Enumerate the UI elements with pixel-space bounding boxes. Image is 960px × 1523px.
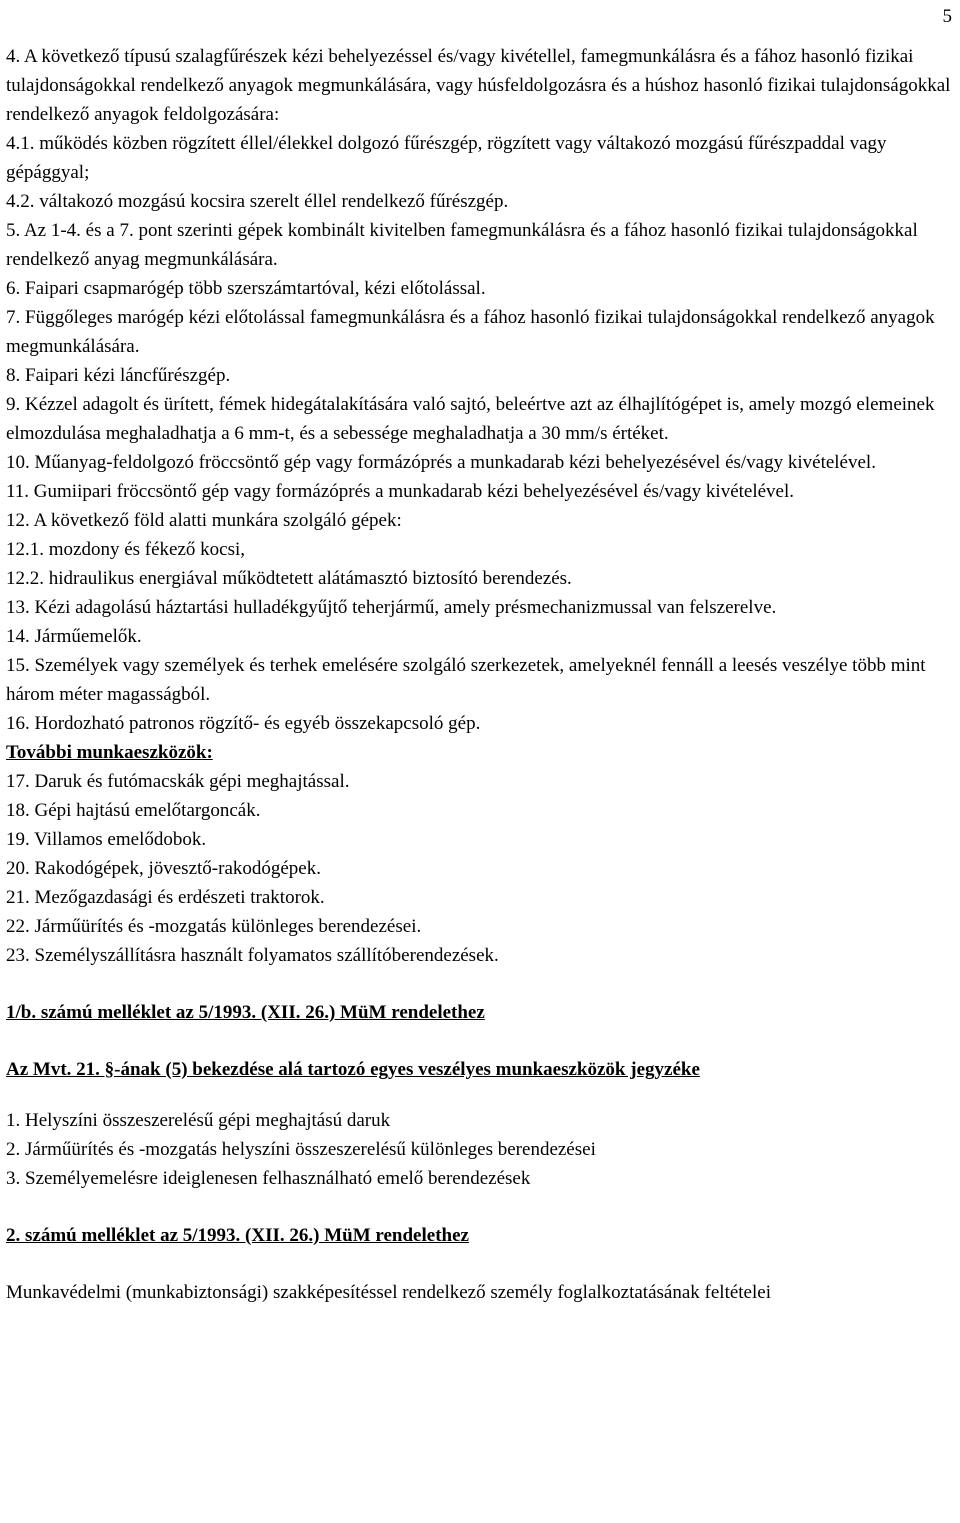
list-item: 5. Az 1-4. és a 7. pont szerinti gépek kombinált kivitelben famegmunkálásra és a fához hasonló fizikai tulajdonságokkal rendelkező anyag megmunkálására. (6, 220, 918, 270)
further-equipment-heading: További munkaeszközök: (6, 742, 213, 763)
list-item: 13. Kézi adagolású háztartási hulladékgyűjtő teherjármű, amely présmechanizmussal van felszerelve. (6, 597, 777, 618)
list-item: 6. Faipari csapmarógép több szerszámtartóval, kézi előtolással. (6, 278, 486, 299)
list-item: 23. Személyszállításra használt folyamatos szállítóberendezések. (6, 945, 499, 966)
annex-2-heading: 2. számú melléklet az 5/1993. (XII. 26.) MüM rendelethez (6, 1225, 469, 1246)
list-item: 16. Hordozható patronos rögzítő- és egyéb összekapcsoló gép. (6, 713, 481, 734)
final-paragraph: Munkavédelmi (munkabiztonsági) szakképesítéssel rendelkező személy foglalkoztatásának feltételei (6, 1282, 771, 1303)
list-item: 15. Személyek vagy személyek és terhek emelésére szolgáló szerkezetek, amelyeknél fennáll a leesés veszélye több mint három méter magasságból. (6, 655, 926, 705)
list-item: 4. A következő típusú szalagfűrészek kézi behelyezéssel és/vagy kivétellel, famegmunkálásra és a fához hasonló fizikai tulajdonságokkal rendelkező anyagok megmunkálására, vagy húsfeldolgozásra és a húshoz hasonló fizikai tulajdonságokkal rendelkező anyagok feldolgozására: (6, 46, 951, 125)
list-item: 10. Műanyag-feldolgozó fröccsöntő gép vagy formázóprés a munkadarab kézi behelyezésével és/vagy kivételével. (6, 452, 876, 473)
mvt-list-heading: Az Mvt. 21. §-ának (5) bekezdése alá tartozó egyes veszélyes munkaeszközök jegyzéke (6, 1059, 700, 1080)
list-item: 9. Kézzel adagolt és ürített, fémek hidegátalakítására való sajtó, beleértve azt az élhajlítógépet is, amely mozgó elemeinek elmozdulása meghaladhatja a 6 mm-t, és a sebessége meghaladhatja a 30 mm/s értéket. (6, 394, 935, 444)
list-item: 1. Helyszíni összeszerelésű gépi meghajtású daruk (6, 1110, 391, 1131)
list-item: 19. Villamos emelődobok. (6, 829, 207, 850)
list-item: 8. Faipari kézi láncfűrészgép. (6, 365, 231, 386)
list-item: 3. Személyemelésre ideiglenesen felhasználható emelő berendezések (6, 1168, 531, 1189)
list-item: 12.2. hidraulikus energiával működtetett alátámasztó biztosító berendezés. (6, 568, 572, 589)
list-item: 4.1. működés közben rögzített éllel/élekkel dolgozó fűrészgép, rögzített vagy váltakozó mozgású fűrészpaddal vagy gépággyal; (6, 133, 887, 183)
list-item: 11. Gumiipari fröccsöntő gép vagy formázóprés a munkadarab kézi behelyezésével és/vagy kivételével. (6, 481, 795, 502)
list-item: 12.1. mozdony és fékező kocsi, (6, 539, 246, 560)
document-body (6, 42, 956, 1307)
list-item: 14. Járműemelők. (6, 626, 142, 647)
list-item: 21. Mezőgazdasági és erdészeti traktorok. (6, 887, 325, 908)
list-item: 20. Rakodógépek, jövesztő-rakodógépek. (6, 858, 321, 879)
list-item: 17. Daruk és futómacskák gépi meghajtással. (6, 771, 350, 792)
annex-1b-heading: 1/b. számú melléklet az 5/1993. (XII. 26.) MüM rendelethez (6, 1002, 485, 1023)
list-item: 7. Függőleges marógép kézi előtolással famegmunkálásra és a fához hasonló fizikai tulajdonságokkal rendelkező anyagok megmunkálására. (6, 307, 935, 357)
list-item: 4.2. váltakozó mozgású kocsira szerelt éllel rendelkező fűrészgép. (6, 191, 509, 212)
list-item: 12. A következő föld alatti munkára szolgáló gépek: (6, 510, 402, 531)
page-number: 5 (942, 6, 952, 27)
list-item: 22. Járműürítés és -mozgatás különleges berendezései. (6, 916, 422, 937)
list-item: 18. Gépi hajtású emelőtargoncák. (6, 800, 261, 821)
list-item: 2. Járműürítés és -mozgatás helyszíni összeszerelésű különleges berendezései (6, 1139, 596, 1160)
